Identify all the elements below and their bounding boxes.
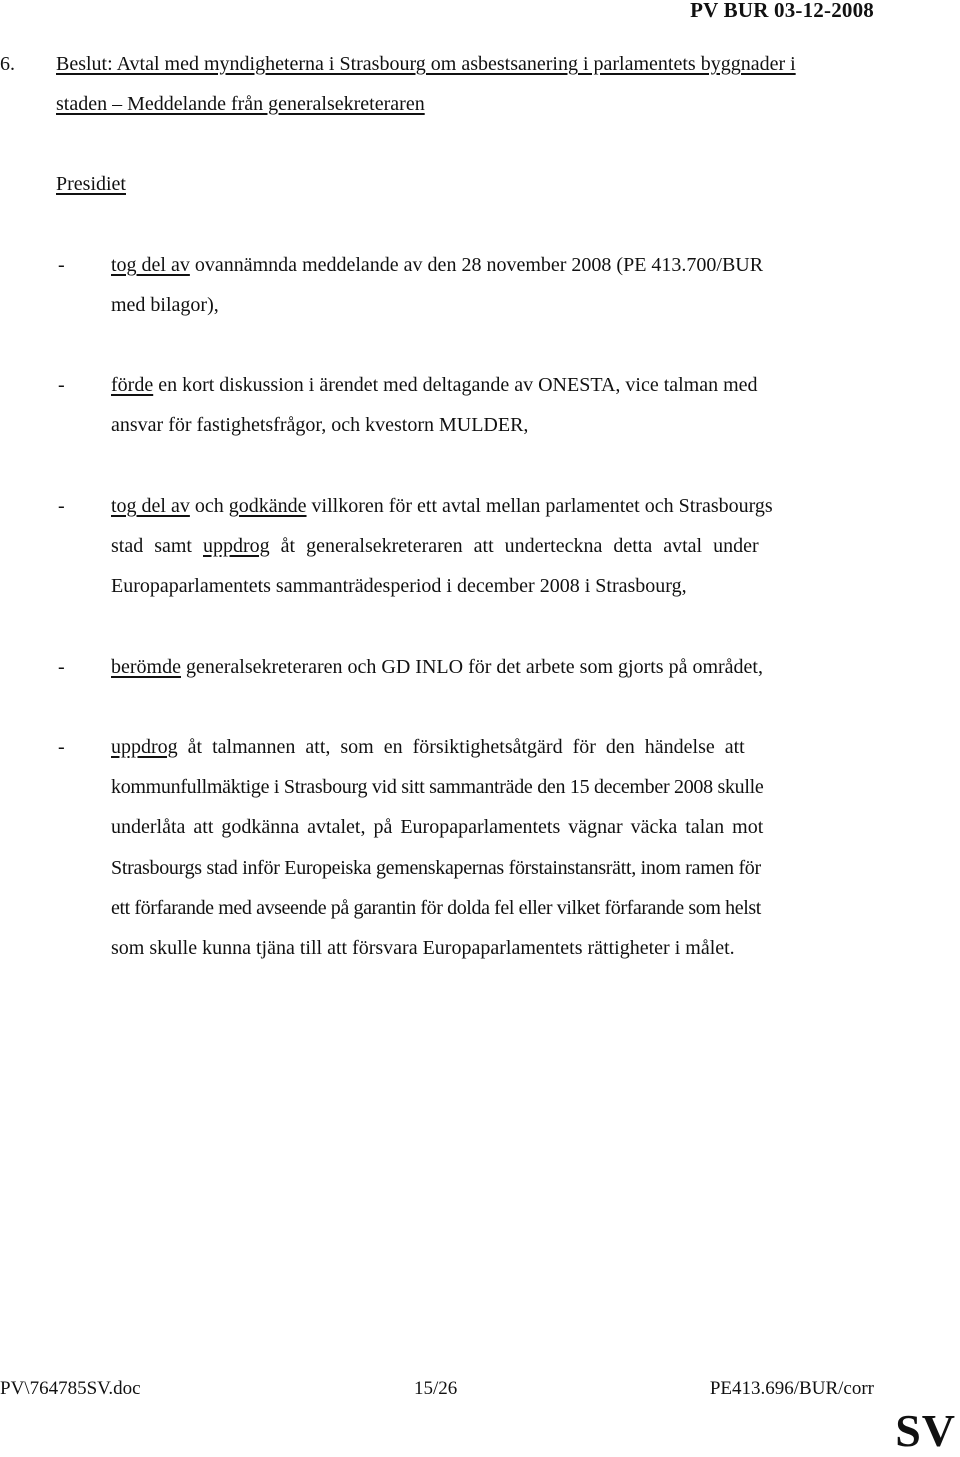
bullet-text: villkoren för ett avtal mellan parlamentet och Strasbourgs	[306, 495, 773, 517]
bullet-verb: tog del av	[111, 495, 190, 517]
item-number: 6.	[0, 53, 15, 75]
bullet-dash: -	[58, 495, 65, 517]
bullet-text: åt generalsekreteraren att underteckna detta avtal under	[269, 535, 759, 557]
footer-page: 15/26	[414, 1378, 458, 1399]
bullet-dash: -	[58, 374, 65, 396]
bullet-5-line6: som skulle kunna tjäna till att försvara Europaparlamentets rättigheter i målet.	[111, 937, 735, 959]
footer-file: PV\764785SV.doc	[0, 1378, 141, 1399]
bullet-text: en kort diskussion i ärendet med deltagande av ONESTA, vice talman med	[153, 374, 758, 396]
header-doc-ref: PV BUR 03-12-2008	[690, 0, 874, 22]
bullet-text: ovannämnda meddelande av den 28 november 2008 (PE 413.700/BUR	[189, 254, 764, 276]
bullet-dash: -	[58, 656, 65, 678]
bullet-5-line1	[111, 735, 745, 759]
bullet-verb: tog del av	[111, 254, 190, 276]
bullet-4-line1	[111, 655, 763, 679]
bullet-5-line2: kommunfullmäktige i Strasbourg vid sitt sammanträde den 15 december 2008 skulle	[111, 776, 764, 798]
bullet-verb: uppdrog	[111, 736, 178, 758]
bullet-3-line2-full	[111, 534, 875, 558]
bullet-verb: uppdrog	[203, 535, 270, 557]
bullet-text: och	[189, 495, 229, 517]
bullet-dash: -	[58, 736, 65, 758]
body-label: Presidiet	[56, 173, 126, 195]
bullet-text: åt talmannen att, som en försiktighetsåtgärd för den händelse att	[177, 736, 745, 758]
bullet-verb: förde	[111, 374, 154, 396]
bullet-5-line5: ett förfarande med avseende på garantin för dolda fel eller vilket förfarande som helst	[111, 897, 761, 919]
bullet-text: generalsekreteraren och GD INLO för det arbete som gjorts på området,	[180, 656, 763, 678]
bullet-dash: -	[58, 254, 65, 276]
bullet-1-line2: med bilagor),	[111, 294, 219, 316]
bullet-verb: godkände	[228, 495, 307, 517]
bullet-1-line1	[111, 253, 763, 277]
bullet-2-line1	[111, 373, 758, 397]
bullet-2-line2: ansvar för fastighetsfrågor, och kvestorn MULDER,	[111, 414, 529, 436]
item-title-line2: staden – Meddelande från generalsekreteraren	[56, 93, 425, 115]
item-title-line1: Beslut: Avtal med myndigheterna i Strasbourg om asbestsanering i parlamentets byggnader i	[56, 53, 796, 75]
bullet-5-line3: underlåta att godkänna avtalet, på Europaparlamentets vägnar väcka talan mot	[111, 816, 764, 838]
bullet-text: stad samt	[111, 535, 203, 557]
footer-ref: PE413.696/BUR/corr	[709, 1378, 874, 1399]
bullet-3-line1	[111, 494, 773, 518]
bullet-5-line4: Strasbourgs stad inför Europeiska gemenskapernas förstainstansrätt, inom ramen för	[111, 857, 761, 879]
bullet-3-line3: Europaparlamentets sammanträdesperiod i december 2008 i Strasbourg,	[111, 575, 687, 597]
bullet-verb: berömde	[111, 656, 181, 678]
footer-language: SV	[895, 1405, 956, 1456]
